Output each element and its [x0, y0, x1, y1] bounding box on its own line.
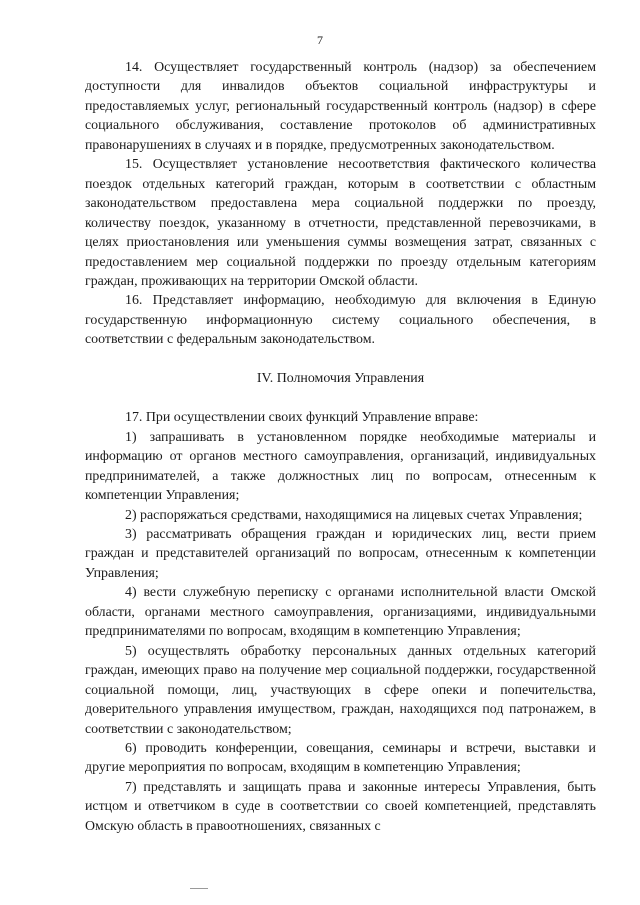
page-number: 7	[317, 33, 323, 47]
list-item-5: 5) осуществлять обработку персональных данных отдельных категорий граждан, имеющих право на получение мер социальной поддержки, государственной социальной помощи, лиц, участвующих в сфере опеки и попечительства, доверительного управления имуществом, граждан, находящихся под патронажем, в соответствии с законодательством;	[85, 643, 596, 737]
paragraph-16: 16. Представляет информацию, необходимую для включения в Единую государственную информационную систему социального обеспечения, в соответствии с федеральным законодательством.	[85, 293, 596, 348]
list-item-7: 7) представлять и защищать права и законные интересы Управления, быть истцом и ответчиком в суде в соответствии со своей компетенцией, представлять Омскую область в правоотношениях, связанных с	[85, 779, 596, 834]
paragraph-17: 17. При осуществлении своих функций Управление вправе:	[125, 410, 479, 426]
scan-mark	[190, 888, 208, 889]
document-body	[85, 58, 596, 836]
list-item-1: 1) запрашивать в установленном порядке необходимые материалы и информацию от органов местного самоуправления, организаций, индивидуальных предпринимателей, а также должностных лиц по вопросам, отнесенным к компетенции Управления;	[85, 429, 596, 504]
list-item-2: 2) распоряжаться средствами, находящимися на лицевых счетах Управления;	[125, 507, 583, 523]
section-heading: IV. Полномочия Управления	[256, 370, 425, 386]
list-item-6: 6) проводить конференции, совещания, семинары и встречи, выставки и другие мероприятия по вопросам, входящим в компетенцию Управления;	[85, 740, 596, 776]
list-item-3: 3) рассматривать обращения граждан и юридических лиц, вести прием граждан и представителей организаций по вопросам, отнесенным к компетенции Управления;	[85, 526, 596, 581]
paragraph-14: 14. Осуществляет государственный контроль (надзор) за обеспечением доступности для инвалидов объектов социальной инфраструктуры и предоставляемых услуг, региональный государственный контроль (надзор) в сфере социального обслуживания, составление протоколов об административных правонарушениях в случаях и в порядке, предусмотренных законодательством.	[85, 60, 596, 153]
paragraph-15: 15. Осуществляет установление несоответствия фактического количества поездок отдельных категорий граждан, которым в соответствии с областным законодательством предоставлена мера социальной поддержки по проезду, количеству поездок, указанному в отчетности, представленной перевозчиками, в целях приостановления или уменьшения суммы возмещения затрат, связанных с предоставлением мер социальной поддержки по проезду отдельным категориям граждан, проживающих на территории Омской области.	[85, 157, 596, 289]
list-item-4: 4) вести служебную переписку с органами исполнительной власти Омской области, органами местного самоуправления, организациями, индивидуальными предпринимателями по вопросам, входящим в компетенцию Управления;	[85, 585, 596, 640]
